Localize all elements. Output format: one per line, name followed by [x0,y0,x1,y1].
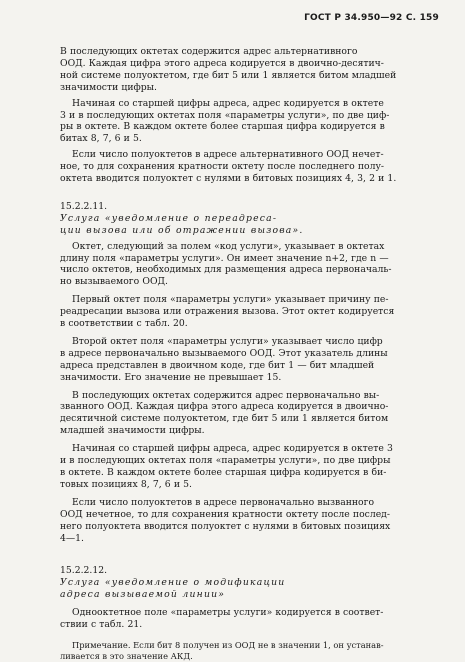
footnote: Примечание. Если бит 8 получен из ООД не в значении 1, он устанав- ливается в это значение АКД. [60,639,384,661]
section-number: 15.2.2.11. [60,200,108,212]
paragraph: В последующих октетах содержится адрес первоначально вы- званного ООД. Каждая цифра этого адреса кодируется в двоично- десятичной системе полуоктетом, где бит 5 или 1 является битом младшей значимости цифры. [60,389,389,437]
section-heading [60,189,420,237]
section-heading [60,553,420,601]
section-number: 15.2.2.12. [60,565,108,577]
paragraph: Октет, следующий за полем «код услуги», указывает в октетах длину поля «параметры услуги». Он имеет значение n+2, где n — число октетов, необходимых для размещения адреса первоначаль- но вызываемого ООД. [60,240,392,288]
document-body [60,46,420,662]
paragraph: Если число полуоктетов в адресе альтернативного ООД нечет- ное, то для сохранения кратности октету после последнего полу- октета вводится полуоктет с нулями в битовых позициях 4, 3, 2 и 1. [60,149,397,185]
page-header: ГОСТ Р 34.950—92 С. 159 [304,13,439,23]
section-title: Услуга «уведомление о переадреса- ции вызова или об отражении вызова». [60,212,304,236]
section-title: Услуга «уведомление о модификации адреса вызываемой линии» [60,577,286,601]
paragraph: Однооктетное поле «параметры услуги» кодируется в соответ- ствии с табл. 21. [60,607,384,630]
paragraph: Первый октет поля «параметры услуги» указывает причину пе- реадресации вызова или отражения вызова. Этот октет кодируется в соответствии с табл. 20. [60,294,395,330]
paragraph: Начиная со старшей цифры адреса, адрес кодируется в октете 3 и в последующих октетах поля «параметры услуги», по две цифры в октете. В каждом октете более старшая цифра кодируется в би- товых позициях 8, 7, 6 и 5. [60,443,393,490]
paragraph: Начиная со старшей цифры адреса, адрес кодируется в октете 3 и в последующих октетах поля «параметры услуги», по две циф- ры в октете. В каждом октете более старшая цифра кодируется в битах 8, 7, 6 и 5. [60,97,390,145]
paragraph: Второй октет поля «параметры услуги» указывает число цифр в адресе первоначально вызываемого ООД. Этот указатель длины адреса представлен в двоичном коде, где бит 1 — бит младшей значимости. Его значение не превышает 15. [60,335,388,383]
paragraph: В последующих октетах содержится адрес альтернативного ООД. Каждая цифра этого адреса кодируется в двоично-десятич- ной системе полуоктетом, где бит 5 или 1 является битом младшей значимости цифры. [60,46,397,93]
paragraph: Если число полуоктетов в адресе первоначально вызванного ООД нечетное, то для сохранения кратности октету после послед- него полуоктета вводится полуоктет с нулями в битовых позициях 4—1. [60,496,391,544]
